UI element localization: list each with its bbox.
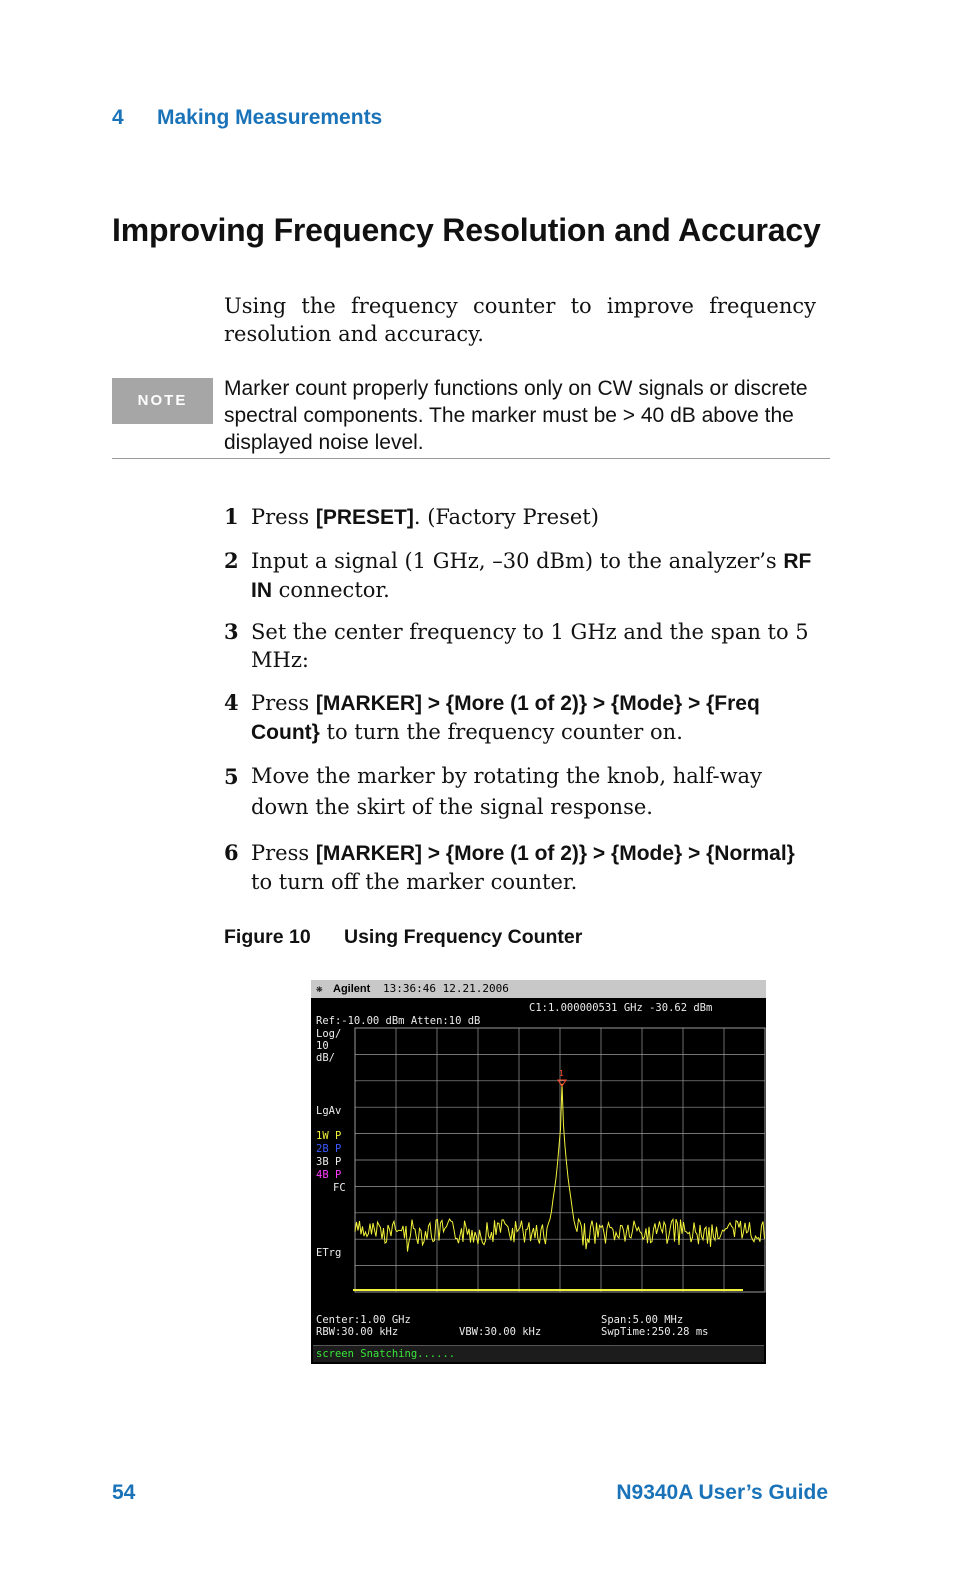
key-sequence: [MARKER] > {More (1 of 2)} > {Mode} > {Freq Count} [251,692,760,744]
key-preset: [PRESET] [315,506,414,529]
step-text: Move the marker by rotating the knob, half-way down the skirt of the signal response. [251,764,762,819]
page-title: Improving Frequency Resolution and Accuracy [112,212,821,248]
step-text: . (Factory Preset) [413,505,599,529]
sweep-time: SwpTime:250.28 ms [601,1326,709,1338]
trace-4-label: 4B P [316,1169,342,1181]
chapter-title: Making Measurements [157,106,383,129]
trace-3-label: 3B P [316,1156,342,1168]
guide-title: N9340A User’s Guide [616,1481,828,1504]
step-text: Press [251,505,316,529]
scale-value: 10 [316,1040,329,1052]
step-number: 2 [224,548,239,573]
figure-title: Using Frequency Counter [344,926,583,948]
span-value: Span:5.00 MHz [601,1314,684,1326]
key-rf-in: RF IN [251,550,812,602]
status-text: screen Snatching...... [316,1348,456,1360]
datetime-label: 13:36:46 12.21.2006 [383,982,509,995]
step-text: Input a signal (1 GHz, –30 dBm) to the analyzer’s [251,549,784,573]
chapter-number: 4 [112,106,124,129]
step-number: 1 [224,504,239,529]
step-text: Press [251,691,316,715]
step-number: 5 [224,764,239,789]
ref-line: Ref:-10.00 dBm Atten:10 dB [316,1015,481,1027]
agilent-logo-icon: ❋ [316,982,323,995]
step-text: to turn off the marker counter. [251,870,578,894]
figure-label: Figure 10 [224,926,311,948]
trace-1-label: 1W P [316,1130,342,1142]
step-2 [224,547,818,605]
step-number: 6 [224,840,239,865]
rbw-value: RBW:30.00 kHz [316,1326,399,1338]
step-1 [224,503,818,532]
spectrum-plot [311,980,766,1364]
note-divider [112,458,830,459]
analyzer-screenshot [311,980,766,1364]
step-text: to turn the frequency counter on. [319,720,683,744]
status-bar [313,1345,764,1362]
marker-number: 1 [559,1069,564,1078]
marker-readout: C1:1.000000531 GHz -30.62 dBm [529,1002,713,1014]
step-text: connector. [272,578,390,602]
step-text: Press [251,841,316,865]
step-3 [224,618,818,674]
step-4 [224,689,818,747]
figure-caption [224,926,582,949]
scale-label: Log/ [316,1028,342,1040]
scale-unit: dB/ [316,1052,335,1064]
step-number: 3 [224,619,239,644]
note-label: NOTE [112,378,213,424]
chapter-header [112,106,382,130]
key-sequence: [MARKER] > {More (1 of 2)} > {Mode} > {Normal} [315,842,795,865]
step-number: 4 [224,690,239,715]
note-text: Marker count properly functions only on CW signals or discrete spectral components. The marker must be > 40 dB above the displayed noise level. [224,377,808,454]
step-5 [224,761,818,823]
page-number: 54 [112,1481,136,1504]
brand-label: Agilent [333,983,371,995]
vbw-value: VBW:30.00 kHz [459,1326,542,1338]
fc-label: FC [333,1182,346,1194]
intro-paragraph: Using the frequency counter to improve frequency resolution and accuracy. [224,294,816,346]
step-text: Set the center frequency to 1 GHz and the span to 5 MHz: [251,620,809,672]
trigger-label: ETrg [316,1247,342,1259]
center-freq: Center:1.00 GHz [316,1314,411,1326]
avg-label: LgAv [316,1105,342,1117]
step-6 [224,839,818,896]
trace-2-label: 2B P [316,1143,342,1155]
